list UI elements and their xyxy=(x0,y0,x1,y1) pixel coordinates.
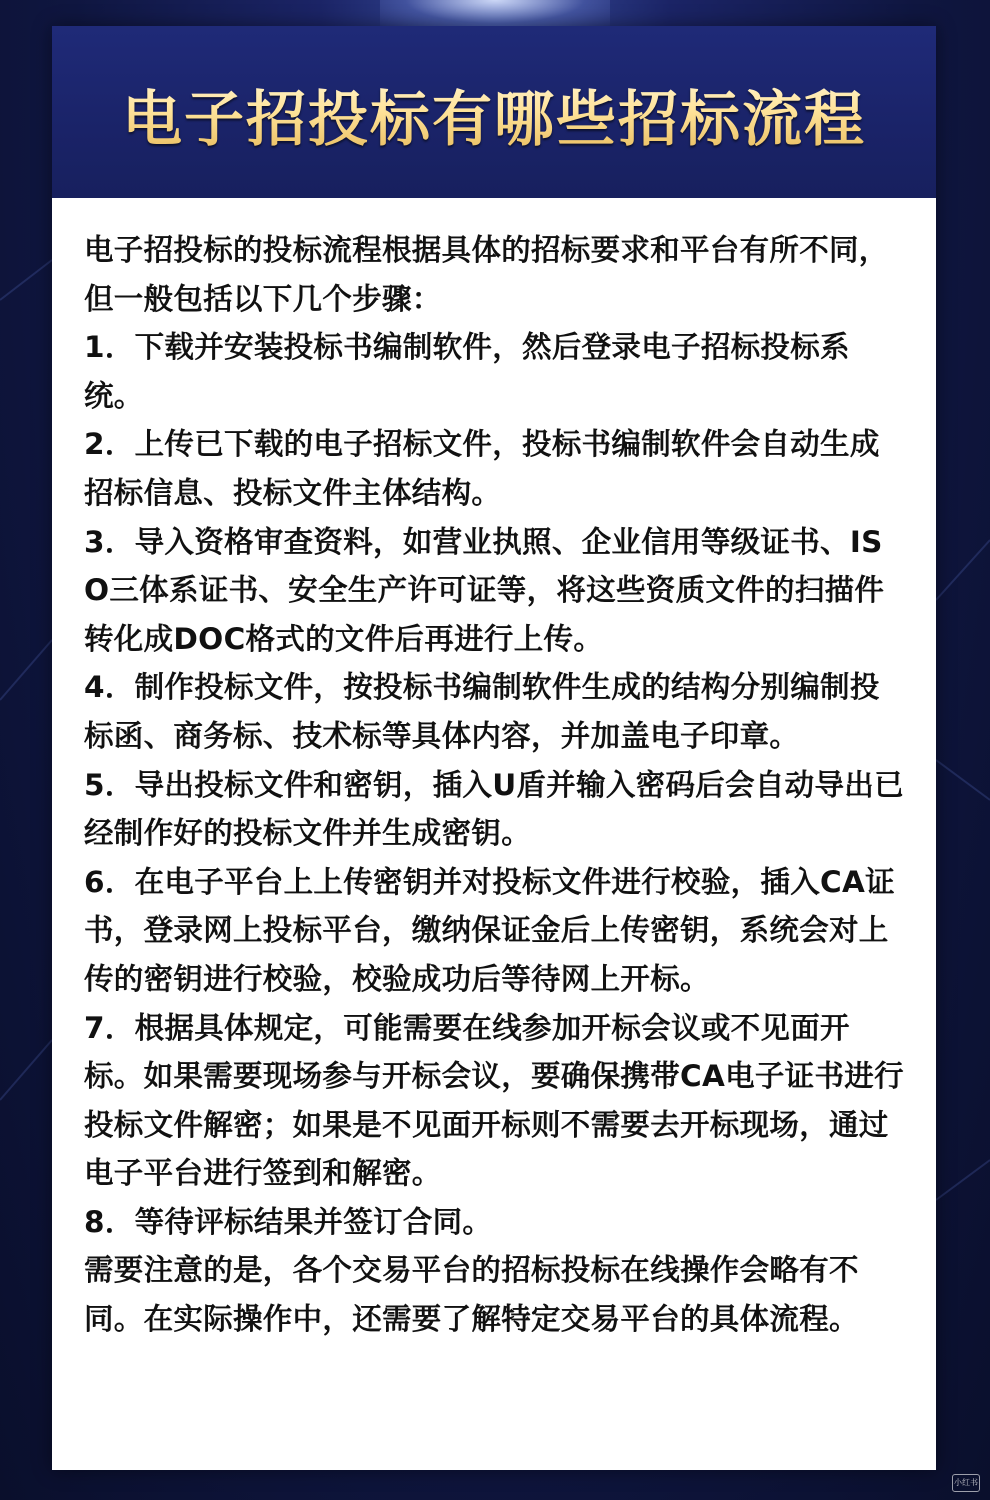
step-7: 7．根据具体规定，可能需要在线参加开标会议或不见面开标。如果需要现场参与开标会议，要确保携带CA电子证书进行投标文件解密；如果是不见面开标则不需要去开标现场，通过电子平台进行签到和解密。 xyxy=(84,1010,904,1191)
watermark-logo: 小红书 xyxy=(952,1474,980,1492)
step-2: 2．上传已下载的电子招标文件，投标书编制软件会自动生成招标信息、投标文件主体结构。 xyxy=(84,427,880,510)
page-title: 电子招投标有哪些招标流程 xyxy=(122,72,866,158)
step-3: 3．导入资格审查资料，如营业执照、企业信用等级证书、ISO三体系证书、安全生产许可证等，将这些资质文件的扫描件转化成DOC格式的文件后再进行上传。 xyxy=(84,524,885,656)
step-5: 5．导出投标文件和密钥，插入U盾并输入密码后会自动导出已经制作好的投标文件并生成密钥。 xyxy=(84,767,904,851)
step-6: 6．在电子平台上上传密钥并对投标文件进行校验，插入CA证书，登录网上投标平台，缴纳保证金后上传密钥，系统会对上传的密钥进行校验，校验成功后等待网上开标。 xyxy=(84,864,895,996)
step-4: 4．制作投标文件，按投标书编制软件生成的结构分别编制投标函、商务标、技术标等具体内容，并加盖电子印章。 xyxy=(84,670,880,753)
step-1: 1．下载并安装投标书编制软件，然后登录电子招标投标系统。 xyxy=(84,330,850,413)
content-card xyxy=(52,26,936,1470)
title-banner xyxy=(52,26,936,198)
step-8: 8．等待评标结果并签订合同。 xyxy=(84,1204,493,1239)
intro-paragraph: 电子招投标的投标流程根据具体的招标要求和平台有所不同，但一般包括以下几个步骤： xyxy=(84,233,889,316)
article-body xyxy=(84,226,904,1344)
note-paragraph: 需要注意的是，各个交易平台的招标投标在线操作会略有不同。在实际操作中，还需要了解特定交易平台的具体流程。 xyxy=(84,1253,859,1337)
